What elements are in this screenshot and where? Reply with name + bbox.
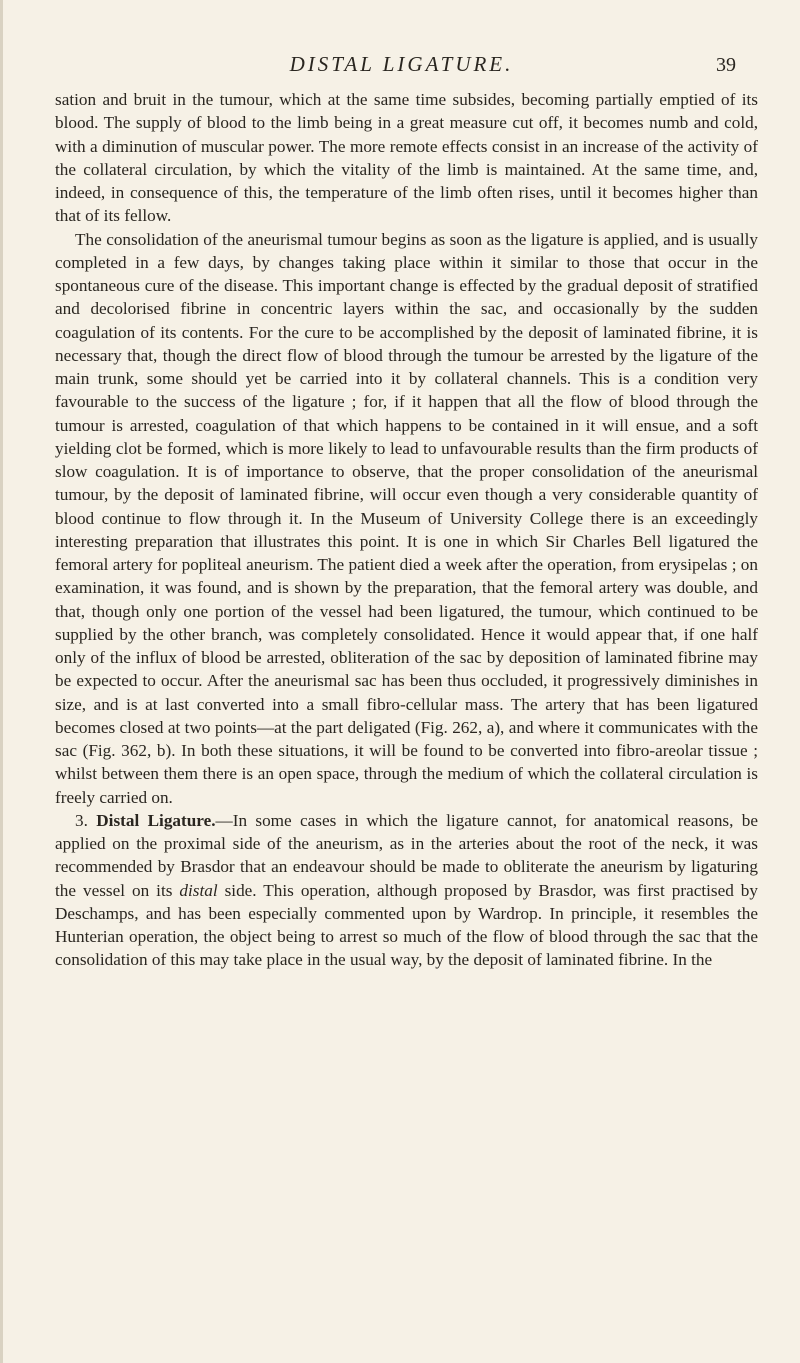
paragraph-consolidation: The consolidation of the aneurismal tumour begins as soon as the ligature is applied, and is usually completed in a few days, by changes taking place within it similar to those that occur in the spontaneous cure of the disease. This important change is effected by the gradual deposit of stratified and decolorised fibrine in concentric layers within the sac, and occasionally by the sudden coagulation of its contents. For the cure to be accomplished by the deposit of laminated fibrine, it is necessary that, though the direct flow of blood through the tumour be arrested by the ligature of the main trunk, some should yet be carried into it by collateral channels. This is a condition very favourable to the success of the ligature ; for, if it happen that all the flow of blood through the tumour is arrested, coagulation of that which happens to be contained in it will ensue, and a soft yielding clot be formed, which is more likely to lead to unfavourable results than the firm products of slow coagulation. It is of importance to observe, that the proper consolidation of the aneurismal tumour, by the deposit of laminated fibrine, will occur even though a very considerable quantity of blood continue to flow through it. In the Museum of University College there is an exceedingly interesting preparation that illustrates this point. It is one in which Sir Charles Bell ligatured the femoral artery for popliteal aneurism. The patient died a week after the operation, from erysipelas ; on examination, it was found, and is shown by the preparation, that the femoral artery was double, and that, though only one portion of the vessel had been ligatured, the tumour, which continued to be supplied by the other branch, was completely consolidated. Hence it would appear that, if one half only of the influx of blood be arrested, obliteration of the sac by deposition of laminated fibrine may be expected to occur. After the aneurismal sac has been thus occluded, it progressively diminishes in size, and is at last converted into a small fibro-cellular mass. The artery that has been ligatured becomes closed at two points—at the part deligated (Fig. 262, a), and where it communicates with the sac (Fig. 362, b). In both these situations, it will be found to be converted into fibro-areolar tissue ; whilst between them there is an open space, through the medium of which the collateral circulation is freely carried on. (55, 229, 758, 807)
section-emphasis: distal (179, 880, 218, 900)
running-head (43, 52, 760, 82)
paragraph-distal-ligature (55, 809, 758, 972)
section-text-part-1: —In some cases in which the ligature cannot, for anatomical reasons, be applied on the proximal side of the aneurism, as in the arteries about the root of the neck, it was recommended by Brasdor that an endeavour should be made to obliterate the aneurism by ligaturing the vessel on its (55, 810, 758, 900)
body-text (55, 88, 758, 972)
section-text-part-2: side. This operation, although proposed by Brasdor, was first practised by Deschamps, and has been especially commented upon by Wardrop. In principle, it resembles the Hunterian operation, the object being to arrest so much of the flow of blood through the sac that the consolidation of this may take place in the usual way, by the deposit of laminated fibrine. In the (55, 880, 758, 970)
running-title: DISTAL LIGATURE. (289, 52, 514, 76)
page-number: 39 (716, 54, 736, 76)
section-number: 3. (75, 810, 88, 830)
section-heading: Distal Ligature. (96, 810, 216, 830)
paragraph-continuation: sation and bruit in the tumour, which at the same time subsides, becoming partially emptied of its blood. The supply of blood to the limb being in a great measure cut off, it becomes numb and cold, with a diminution of muscular power. The more remote effects consist in an increase of the activity of the collateral circulation, by which the vitality of the limb is maintained. At the same time, and, indeed, in consequence of this, the temperature of the limb often rises, until it becomes higher than that of its fellow. (55, 90, 758, 226)
